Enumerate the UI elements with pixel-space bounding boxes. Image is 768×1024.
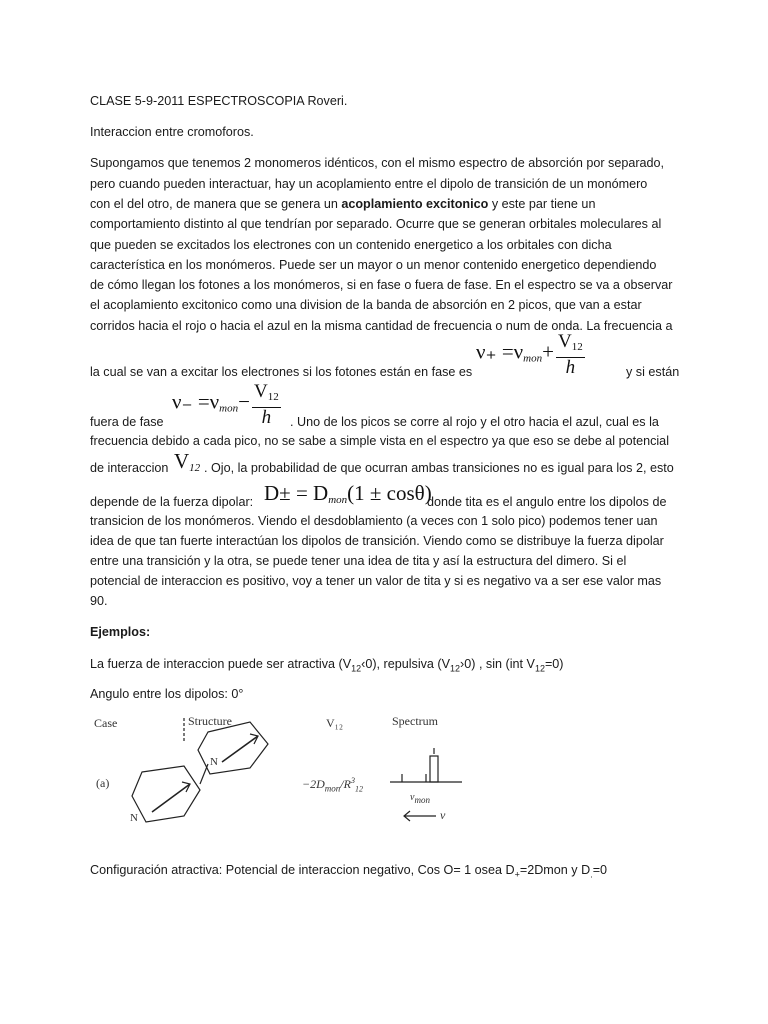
paragraph-line: fuera de fase xyxy=(90,415,164,429)
ring-bond xyxy=(200,764,208,784)
paragraph-line: . Uno de los picos se corre al rojo y el otro hacia el azul, cual es la xyxy=(290,415,659,429)
subtitle: Interaccion entre cromoforos. xyxy=(90,125,254,139)
paragraph-line: 90. xyxy=(90,594,108,608)
spectrum-peak xyxy=(430,756,438,782)
pyridine-ring-bottom xyxy=(132,766,200,822)
paragraph-line: pero cuando pueden interactuar, hay un acoplamiento entre el dipolo de transición de un monómero xyxy=(90,177,648,191)
paragraph-line xyxy=(90,196,595,212)
header-title: CLASE 5-9-2011 ESPECTROSCOPIA Roveri. xyxy=(90,94,348,108)
paragraph-line: corridos hacia el rojo o hacia el azul en la misma cantidad de frecuencia o num de onda. La frecuencia a xyxy=(90,319,673,333)
dipole-arrow-top xyxy=(222,736,258,762)
paragraph-line: potencial de interaccion es positivo, voy a tener un valor de tita y si es negativo va a ser ese valor mas xyxy=(90,574,662,588)
equation-nu-minus: $\nu_- =\nu_{mon}-$ $\frac{V_{12}}{h}$ xyxy=(172,381,279,428)
figure-spectrum-label: Spectrum xyxy=(392,714,438,728)
paragraph-line: la cual se van a excitar los electrones si los fotones están en fase es xyxy=(90,365,473,379)
paragraph-line: comportamiento distinto al que tendrían por separado. Ocurre que se generan orbitales moleculares al xyxy=(90,217,662,231)
paragraph-line: donde tita es el angulo entre los dipolos de xyxy=(427,495,667,509)
config-line: Configuración atractiva: Potencial de interaccion negativo, Cos O= 1 osea $D_+=2Dmon$ y $D_.=0$ xyxy=(90,863,608,880)
paragraph-line: que pueden se excitados los electrones con un contenido energetico a los orbitales con dicha xyxy=(90,238,612,252)
bold-term: acoplamiento excitonico xyxy=(341,197,489,211)
paragraph-text: con el del otro, de manera que se genera un xyxy=(90,197,342,211)
paragraph-line: de cómo llegan los fotones a los monómeros, si en fase o fuera de fase. En el espectro se va a observar xyxy=(90,278,673,292)
nitrogen-label-bottom: N xyxy=(130,812,138,824)
ejemplos-heading: Ejemplos: xyxy=(90,625,151,639)
interaction-formula: $-2D_{mon}/R^3_{12}$ xyxy=(302,776,363,794)
nu-axis-label: ν xyxy=(440,808,446,822)
paragraph-line: frecuencia debido a cada pico, no se sabe a simple vista en el espectro ya que eso se debe al potencial xyxy=(90,434,669,448)
dipole-arrow-bottom xyxy=(152,784,190,812)
angulo-line: Angulo entre los dipolos: 0° xyxy=(90,687,244,701)
fuerza-line: La fuerza de interaccion puede ser atractiva $(V_{12}‹0)$, repulsiva $(V_{12}›0)$ , sin (int $V_{12}=0$) xyxy=(90,657,564,674)
figure-v12-label: V₁₂ xyxy=(326,716,344,730)
equation-v12: $V_{12}$ xyxy=(174,449,201,474)
paragraph-line: entre una transición y la otra, se puede tener una idea de tita y así la estructura del dimero. Si el xyxy=(90,554,627,568)
figure-structure-label: Structure xyxy=(188,714,232,728)
figure-case-label: Case xyxy=(94,716,118,730)
equation-nu-plus: $\nu_+ =\nu_{mon}+$ $\frac{V_{12}}{h}$ xyxy=(476,331,583,378)
figure-drawing xyxy=(90,712,480,852)
paragraph-line: . Ojo, la probabilidad de que ocurran ambas transiciones no es igual para los 2, esto xyxy=(204,461,674,475)
equation-dipole-strength: $D\pm = D_{mon}(1 \pm \cos\theta)$ xyxy=(264,481,432,506)
paragraph-line: el acoplamiento excitonico como una division de la banda de absorción en 2 picos, que van a estar xyxy=(90,298,642,312)
nu-mon-label: $\nu_{mon}$ xyxy=(410,792,430,805)
paragraph-line: Supongamos que tenemos 2 monomeros idénticos, con el mismo espectro de absorción por separado, xyxy=(90,156,665,170)
figure-case-a: (a) xyxy=(96,776,110,790)
paragraph-line: de interaccion xyxy=(90,461,169,475)
paragraph-line: idea de que tan fuerte interactúan los dipolos de transición. Viendo como se distribuye la fuerza dipolar xyxy=(90,534,664,548)
paragraph-line: transicion de los monómeros. Viendo el desdoblamiento (a veces con 1 solo pico) podemos tener uan xyxy=(90,514,658,528)
paragraph-line: y si están xyxy=(626,365,680,379)
pyridine-ring-top xyxy=(198,722,268,774)
dimer-figure xyxy=(90,712,480,852)
paragraph-text: y este par tiene un xyxy=(488,197,596,211)
paragraph-line: característica en los monómeros. Puede ser un mayor o un menor contenido energetico dependiendo xyxy=(90,258,657,272)
paragraph-line: depende de la fuerza dipolar: xyxy=(90,495,254,509)
nitrogen-label-top: N xyxy=(210,756,218,768)
